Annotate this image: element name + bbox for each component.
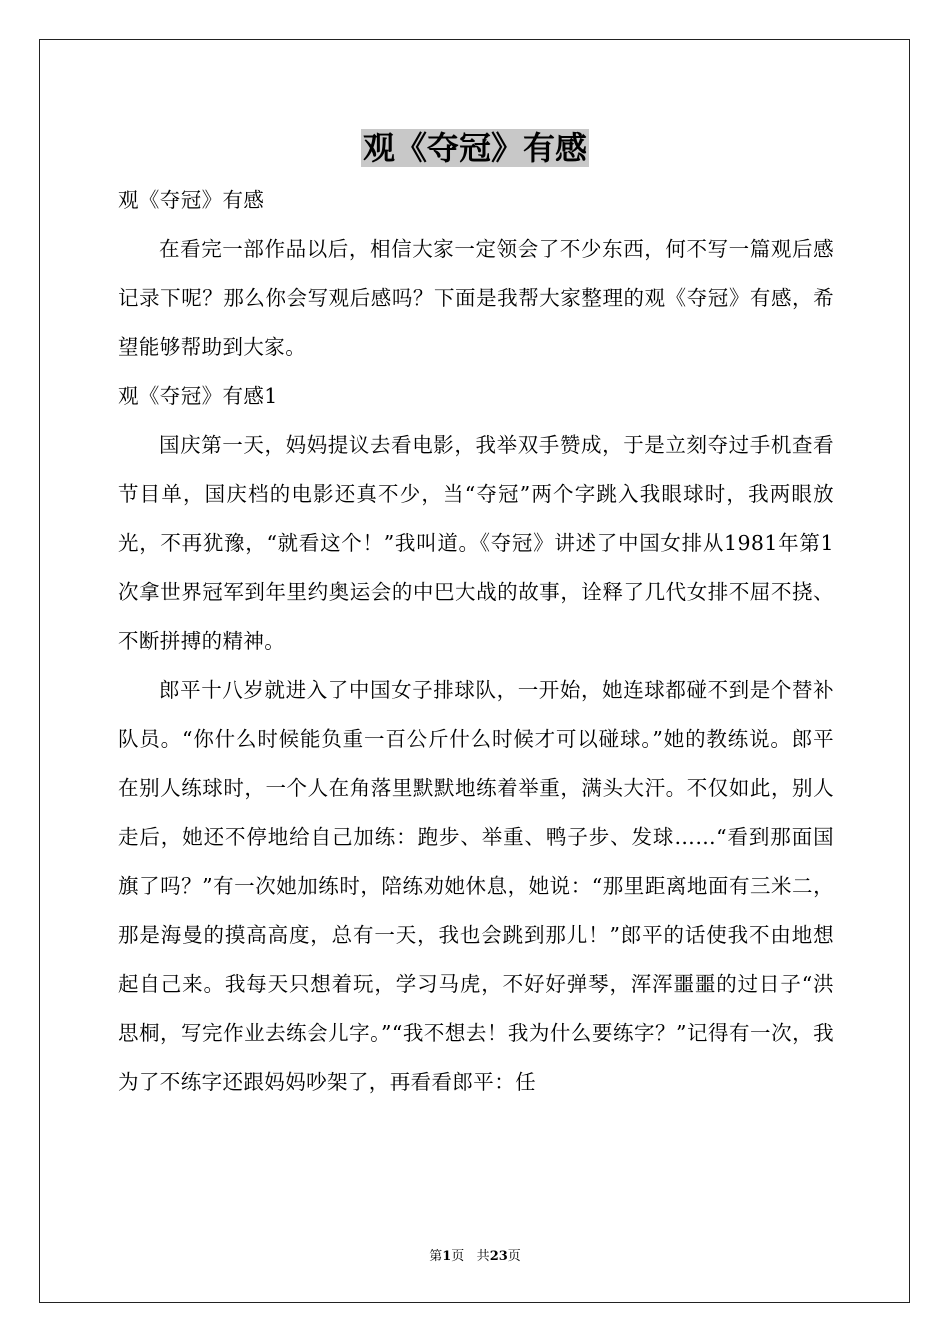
total-pages: 23 xyxy=(489,1249,508,1264)
page-suffix: 页 xyxy=(451,1249,465,1264)
total-suffix: 页 xyxy=(507,1249,521,1264)
total-prefix: 共 xyxy=(476,1249,490,1264)
document-title xyxy=(0,126,950,170)
subtitle-heading: 观《夺冠》有感 xyxy=(118,188,265,212)
intro-paragraph: 在看完一部作品以后，相信大家一定领会了不少东西，何不写一篇观后感记录下呢？那么你会写观后感吗？下面是我帮大家整理的观《夺冠》有感，希望能够帮助到大家。 xyxy=(118,237,834,359)
section-heading-1: 观《夺冠》有感1 xyxy=(118,384,278,408)
page-footer xyxy=(0,1248,950,1266)
body-paragraph-1: 国庆第一天，妈妈提议去看电影，我举双手赞成，于是立刻夺过手机查看节目单，国庆档的电影还真不少，当“夺冠”两个字跳入我眼球时，我两眼放光，不再犹豫，“就看这个！”我叫道。《夺冠》讲述了中国女排从1981年第1次拿世界冠军到年里约奥运会的中巴大战的故事，诠释了几代女排不屈不挠、不断拼搏的精神。 xyxy=(118,433,834,653)
document-body xyxy=(118,176,834,1107)
document-title-text: 观《夺冠》有感 xyxy=(362,129,587,167)
page-prefix: 第 xyxy=(429,1249,443,1264)
page-number: 1 xyxy=(442,1249,452,1264)
body-paragraph-2: 郎平十八岁就进入了中国女子排球队，一开始，她连球都碰不到是个替补队员。“你什么时候能负重一百公斤什么时候才可以碰球。”她的教练说。郎平在别人练球时，一个人在角落里默默地练着举重，满头大汗。不仅如此，别人走后，她还不停地给自己加练：跑步、举重、鸭子步、发球……“看到那面国旗了吗？”有一次她加练时，陪练劝她休息，她说：“那里距离地面有三米二，那是海曼的摸高高度，总有一天，我也会跳到那儿！”郎平的话使我不由地想起自己来。我每天只想着玩，学习马虎，不好好弹琴，浑浑噩噩的过日子“洪思桐，写完作业去练会儿字。”“我不想去！我为什么要练字？”记得有一次，我为了不练字还跟妈妈吵架了，再看看郎平：任 xyxy=(118,678,834,1094)
